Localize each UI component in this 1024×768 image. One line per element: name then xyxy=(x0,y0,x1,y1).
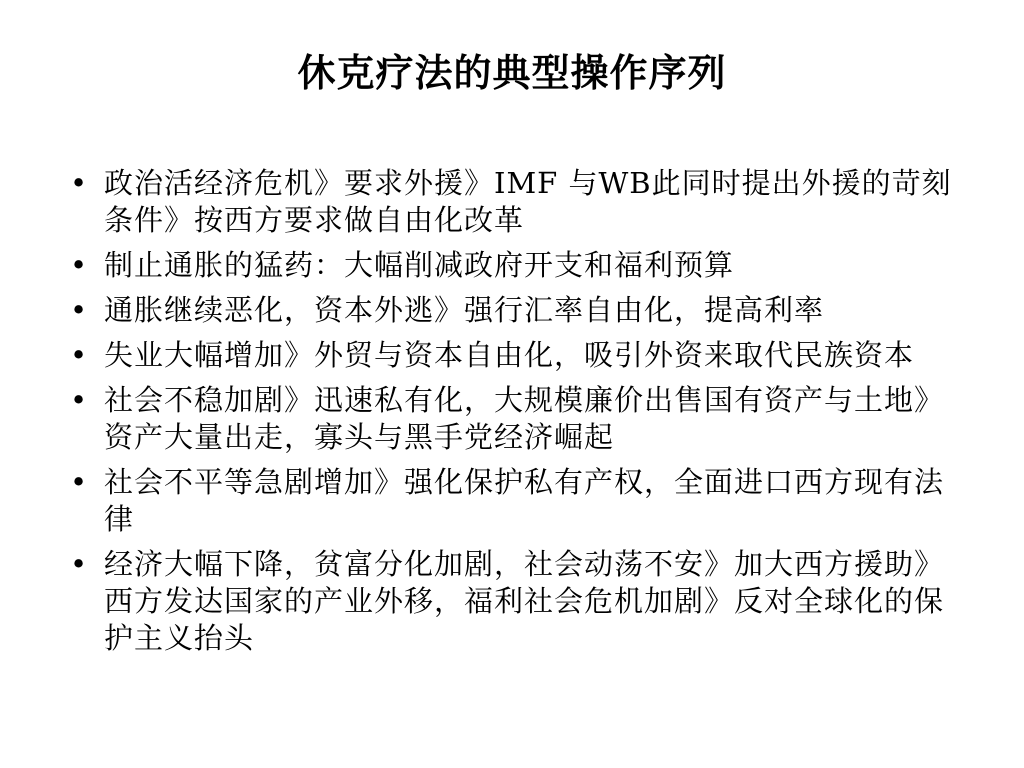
bullet-item xyxy=(68,382,958,456)
bullet-text: 政治活经济危机》要求外援》IMF 与WB此同时提出外援的苛刻条件》按西方要求做自由化改革 xyxy=(104,166,952,237)
bullet-icon: • xyxy=(70,547,88,581)
bullet-list xyxy=(68,165,958,665)
bullet-item xyxy=(68,546,958,657)
bullet-icon: • xyxy=(70,166,88,200)
bullet-item xyxy=(68,292,958,329)
bullet-item xyxy=(68,247,958,284)
bullet-icon: • xyxy=(70,465,88,499)
bullet-text: 社会不稳加剧》迅速私有化，大规模廉价出售国有资产与土地》资产大量出走，寡头与黑手党经济崛起 xyxy=(104,383,945,454)
bullet-item xyxy=(68,337,958,374)
bullet-text: 经济大幅下降，贫富分化加剧，社会动荡不安》加大西方援助》西方发达国家的产业外移，福利社会危机加剧》反对全球化的保护主义抬头 xyxy=(104,547,945,655)
bullet-icon: • xyxy=(70,338,88,372)
bullet-icon: • xyxy=(70,248,88,282)
bullet-text: 失业大幅增加》外贸与资本自由化，吸引外资来取代民族资本 xyxy=(104,338,915,372)
bullet-item xyxy=(68,165,958,239)
bullet-text: 通胀继续恶化，资本外逃》强行汇率自由化，提高利率 xyxy=(104,293,825,327)
bullet-text: 制止通胀的猛药：大幅削减政府开支和福利预算 xyxy=(104,248,735,282)
bullet-icon: • xyxy=(70,383,88,417)
bullet-item xyxy=(68,464,958,538)
bullet-text: 社会不平等急剧增加》强化保护私有产权，全面进口西方现有法律 xyxy=(104,465,945,536)
slide-title: 休克疗法的典型操作序列 xyxy=(297,50,727,95)
bullet-icon: • xyxy=(70,293,88,327)
